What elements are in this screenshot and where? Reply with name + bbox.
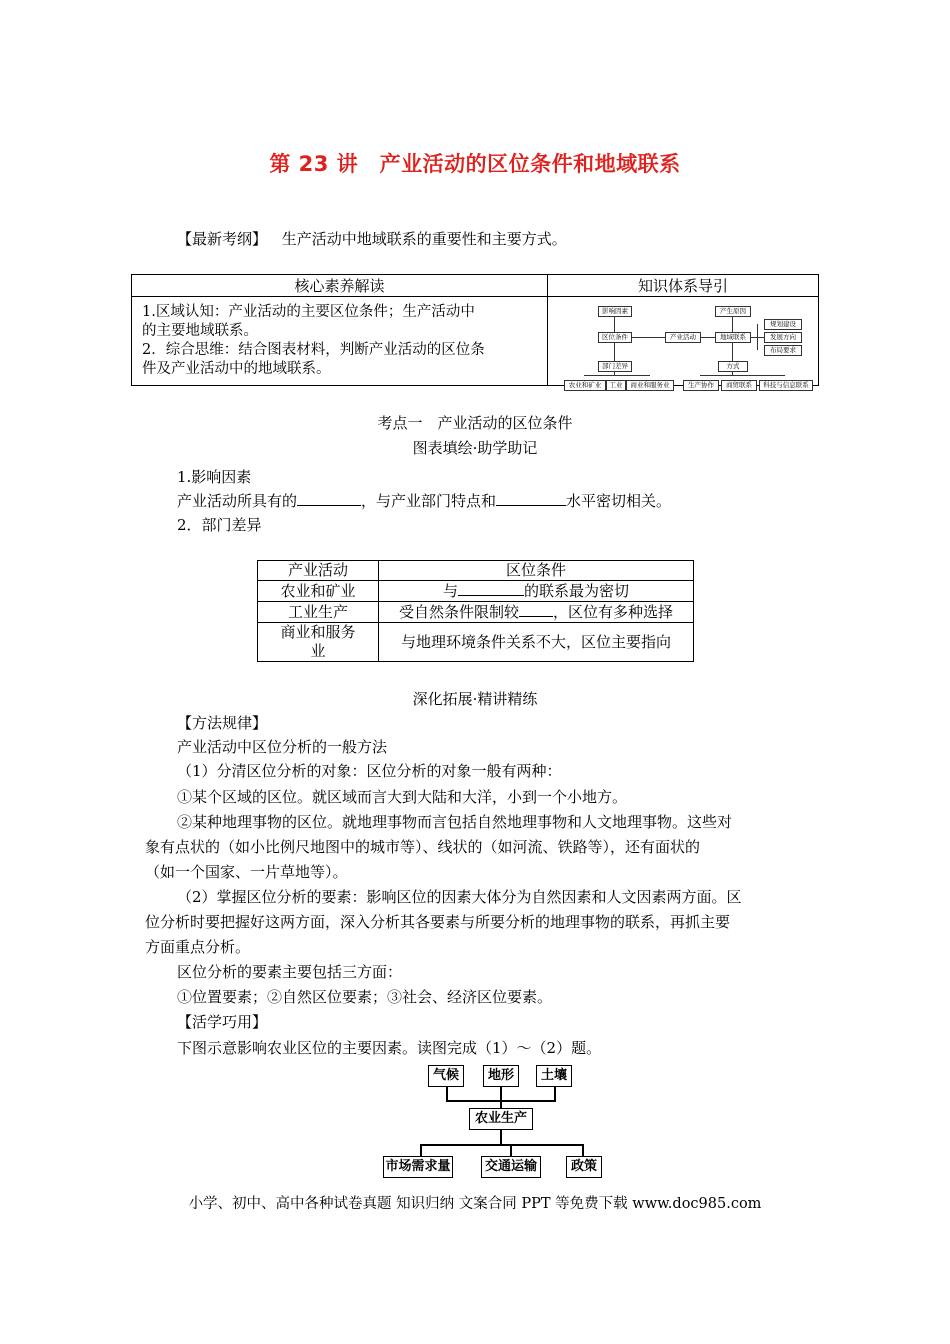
method-line: 方面重点分析。 <box>145 938 251 956</box>
core-item-2-line-1: 2．综合思维：结合图表材料，判断产业活动的区位条 <box>142 342 485 358</box>
dept-text: 与 <box>442 582 458 600</box>
method-line: （2）掌握区位分析的要素：影响区位的因素大体分为自然因素和人文因素两方面。区 <box>177 888 742 906</box>
connector-line <box>500 1087 502 1108</box>
connector-line <box>510 1144 512 1156</box>
method-line: （1）分清区位分析的对象：区位分析的对象一般有两种： <box>177 762 562 780</box>
diagram-agri: 农业和矿业 <box>564 380 606 391</box>
method-line: 位分析时要把握好这两方面，深入分析其各要素与所要分析的地理事物的联系，再抓主要 <box>145 913 731 931</box>
connector-line <box>446 1087 448 1101</box>
practice-line: 下图示意影响农业区位的主要因素。读图完成（1）～（2）题。 <box>177 1039 602 1057</box>
table-row <box>258 602 694 623</box>
diagram-trade: 商贸联系 <box>721 380 757 391</box>
method-line: 产业活动中区位分析的一般方法 <box>177 738 388 756</box>
method-label: 【方法规律】 <box>177 714 268 732</box>
diagram-direction: 发展方向 <box>764 332 802 343</box>
diagram-connector <box>732 372 733 375</box>
table-row <box>258 623 694 662</box>
exam-outline-text: 生产活动中地域联系的重要性和主要方式。 <box>281 230 567 248</box>
section-heading-1: 考点一 产业活动的区位条件 <box>377 414 573 432</box>
method-line: ①某个区域的区位。就区域而言大到大陆和大洋，小到一个小地方。 <box>177 788 628 806</box>
box-climate: 气候 <box>428 1065 464 1087</box>
diagram-layout: 布局要求 <box>764 345 802 356</box>
factors-text-b: ，与产业部门特点和 <box>361 492 497 510</box>
section-subheading-1: 图表填绘·助学助记 <box>412 439 538 457</box>
diagram-industry: 工业 <box>606 380 626 391</box>
diagram-connector <box>700 375 785 376</box>
core-literacy-text <box>132 297 548 386</box>
page-footer: 小学、初中、高中各种试卷真题 知识归纳 文案合同 PPT 等免费下载 www.doc985.com <box>188 1196 762 1212</box>
knowledge-diagram <box>548 299 818 389</box>
connector-line <box>420 1144 583 1146</box>
diagram-reasons: 产生原因 <box>715 306 751 317</box>
connector-line <box>446 1100 556 1102</box>
method-line: 区位分析的要素主要包括三方面： <box>177 963 403 981</box>
factors-title: 1.影响因素 <box>177 468 252 486</box>
method-line: ①位置要素；②自然区位要素；③社会、经济区位要素。 <box>177 988 553 1006</box>
exam-outline <box>177 228 567 250</box>
dept-col-location: 区位条件 <box>379 561 694 581</box>
dept-cell <box>379 581 694 602</box>
table-row <box>258 581 694 602</box>
core-item-1-line-2: 的主要地域联系。 <box>142 323 258 339</box>
dept-title: 2．部门差异 <box>177 516 262 534</box>
knowledge-diagram-cell <box>548 297 819 389</box>
box-agri-production: 农业生产 <box>469 1108 533 1130</box>
diagram-connector <box>701 337 715 338</box>
diagram-commerce: 商业和服务业 <box>626 380 674 391</box>
section-subheading-2: 深化拓展·精讲精练 <box>412 690 538 708</box>
diagram-connector <box>632 337 665 338</box>
diagram-connector <box>584 375 650 376</box>
factors-text-a: 产业活动所具有的 <box>177 492 298 510</box>
box-market: 市场需求量 <box>383 1156 453 1178</box>
connector-line <box>500 1130 502 1145</box>
page-title: 第 23 讲 产业活动的区位条件和地域联系 <box>269 152 681 176</box>
factors-text-c: 水平密切相关。 <box>566 492 672 510</box>
diagram-connector <box>614 317 615 332</box>
dept-difference-table <box>257 560 694 662</box>
box-policy: 政策 <box>566 1156 602 1178</box>
dept-cell: 农业和矿业 <box>258 581 379 602</box>
core-item-2-line-2: 件及产业活动中的地域联系。 <box>142 361 331 377</box>
core-header-right: 知识体系导引 <box>548 275 819 297</box>
dept-cell <box>258 623 379 662</box>
diagram-planning: 规划建设 <box>764 319 802 330</box>
fill-blank[interactable] <box>458 581 524 596</box>
dept-text: ，区位有多种选择 <box>553 603 674 621</box>
diagram-ways: 方式 <box>718 361 748 372</box>
dept-text: 的联系最为密切 <box>524 582 630 600</box>
dept-cell: 与地理环境条件关系不大，区位主要指向 <box>379 623 694 662</box>
dept-col-activity: 产业活动 <box>258 561 379 581</box>
diagram-production: 生产协作 <box>683 380 719 391</box>
core-literacy-table <box>131 274 819 389</box>
method-line: （如一个国家、一片草地等）。 <box>145 863 348 881</box>
diagram-connector <box>732 317 733 332</box>
diagram-linkage: 地域联系 <box>715 332 751 343</box>
diagram-connector <box>757 324 758 350</box>
diagram-dept: 部门差异 <box>598 361 632 372</box>
fill-blank[interactable] <box>496 491 566 506</box>
diagram-factors: 影响因素 <box>598 306 632 317</box>
method-line: 象有点状的（如小比例尺地图中的城市等）、线状的（如河流、铁路等），还有面状的 <box>145 838 701 856</box>
fill-blank[interactable] <box>519 602 553 617</box>
connector-line <box>554 1087 556 1101</box>
dept-text: 商业和服务 <box>280 623 356 641</box>
diagram-connector <box>732 343 733 361</box>
connector-line <box>582 1144 584 1156</box>
dept-text: 业 <box>310 642 326 660</box>
diagram-activity: 产业活动 <box>665 332 701 343</box>
core-header-left: 核心素养解读 <box>132 275 548 297</box>
box-soil: 土壤 <box>536 1065 572 1087</box>
dept-text: 受自然条件限制较 <box>398 603 519 621</box>
box-transport: 交通运输 <box>481 1156 541 1178</box>
fill-blank[interactable] <box>297 491 361 506</box>
dept-cell: 工业生产 <box>258 602 379 623</box>
agri-factor-diagram <box>380 1063 610 1181</box>
factors-paragraph <box>177 490 671 512</box>
box-terrain: 地形 <box>483 1065 519 1087</box>
diagram-location: 区位条件 <box>598 332 632 343</box>
connector-line <box>420 1144 422 1156</box>
method-line: ②某种地理事物的区位。就地理事物而言包括自然地理事物和人文地理事物。这些对 <box>177 813 733 831</box>
diagram-tech: 科技与信息联系 <box>759 380 813 391</box>
exam-outline-label: 【最新考纲】 <box>177 230 268 248</box>
core-item-1-line-1: 1.区域认知：产业活动的主要区位条件；生产活动中 <box>142 304 475 320</box>
practice-label: 【活学巧用】 <box>177 1013 268 1031</box>
diagram-connector <box>614 343 615 361</box>
dept-cell <box>379 602 694 623</box>
diagram-connector <box>614 372 615 375</box>
